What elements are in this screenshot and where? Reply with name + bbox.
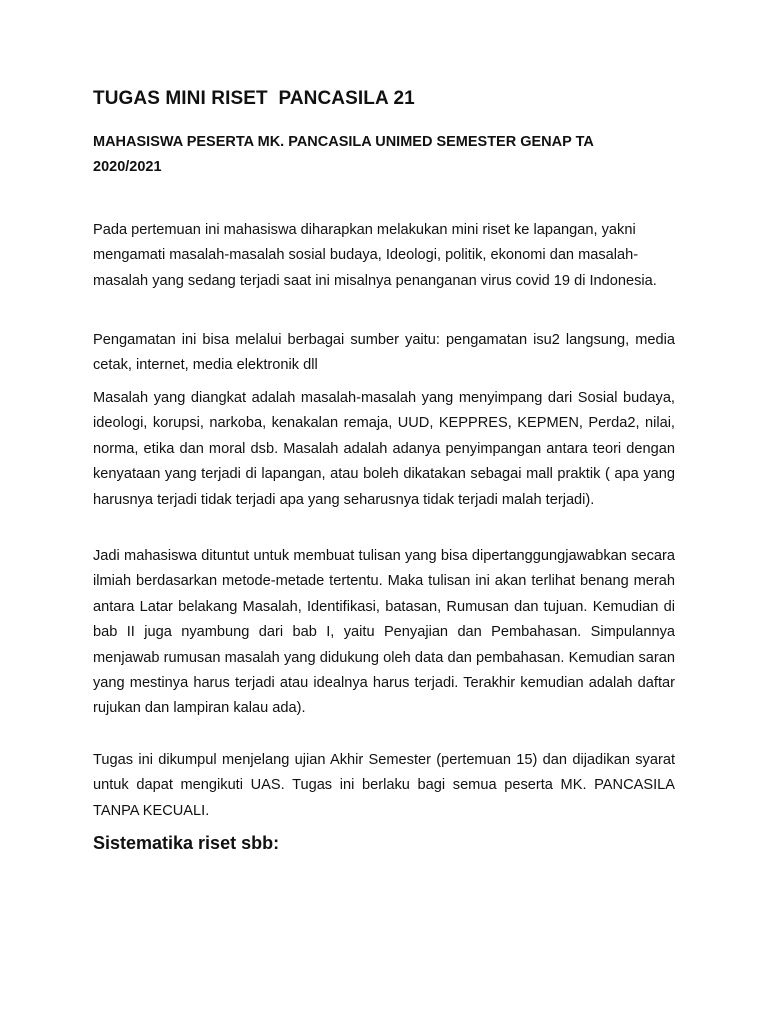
paragraph-intro: Pada pertemuan ini mahasiswa diharapkan melakukan mini riset ke lapangan, yakni mengamati masalah-masalah sosial budaya, Ideologi, politik, ekonomi dan masalah-masalah yang sedang terjadi saat ini misalnya penanganan virus covid 19 di Indonesia. [93, 222, 657, 289]
paragraph-deadline: Tugas ini dikumpul menjelang ujian Akhir Semester (pertemuan 15) dan dijadikan syarat untuk dapat mengikuti UAS. Tugas ini berlaku bagi semua peserta MK. PANCASILA TANPA KECUALI. [93, 752, 675, 819]
paragraph-sources: Pengamatan ini bisa melalui berbagai sumber yaitu: pengamatan isu2 langsung, media cetak, internet, media elektronik dll [93, 332, 675, 374]
document-subtitle: MAHASISWA PESERTA MK. PANCASILA UNIMED SEMESTER GENAP TA 2020/2021 [93, 134, 594, 175]
section-heading-systematics: Sistematika riset sbb: [93, 833, 280, 853]
document-title: TUGAS MINI RISET PANCASILA 21 [93, 88, 415, 109]
paragraph-problems: Masalah yang diangkat adalah masalah-masalah yang menyimpang dari Sosial budaya, ideologi, korupsi, narkoba, kenakalan remaja, UUD, KEPPRES, KEPMEN, Perda2, nilai, norma, etika dan moral dsb. Masalah adalah adanya penyimpangan antara teori dengan kenyataan yang terjadi di lapangan, atau boleh dikatakan sebagai mall praktik ( apa yang harusnya terjadi tidak terjadi apa yang seharusnya tidak terjadi malah terjadi). [93, 390, 675, 508]
paragraph-writing: Jadi mahasiswa dituntut untuk membuat tulisan yang bisa dipertanggungjawabkan secara ilmiah berdasarkan metode-metade tertentu. Maka tulisan ini akan terlihat benang merah antara Latar belakang Masalah, Identifikasi, batasan, Rumusan dan tujuan. Kemudian di bab II juga nyambung dari bab I, yaitu Penyajian dan Pembahasan. Simpulannya menjawab rumusan masalah yang didukung oleh data dan pembahasan. Kemudian saran yang mestinya harus terjadi atau idealnya harus terjadi. Terakhir kemudian adalah daftar rujukan dan lampiran kalau ada). [93, 548, 675, 717]
